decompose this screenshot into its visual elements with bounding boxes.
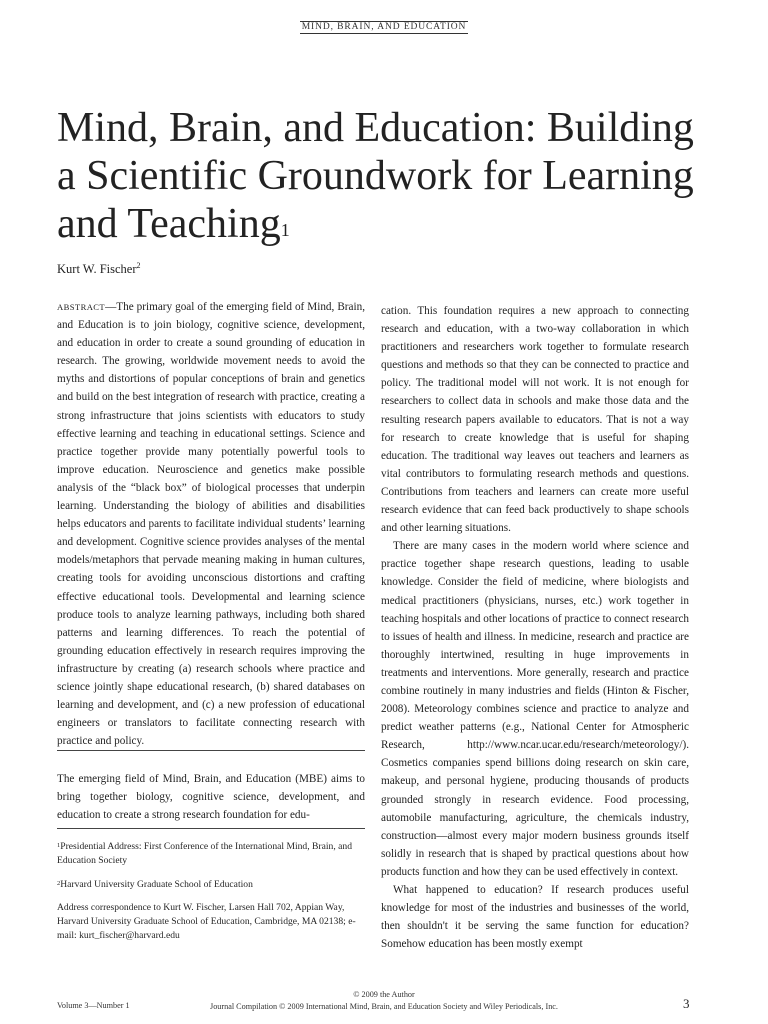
- footnote-1: [57, 840, 365, 869]
- footer-journal: Journal Compilation © 2009 International Mind, Brain, and Education Society and Wiley Periodicals, Inc.: [210, 1001, 558, 1011]
- abstract-paragraph: [57, 298, 365, 750]
- body-paragraph-1: cation. This foundation requires a new approach to connecting research and education, with a two-way collaboration in which practitioners and researchers work together to formulate research questions and methods so that they can be connected to practice and policy. The traditional model will not work. It is not enough for researchers to collect data in schools and make those data and the resulting research papers available to educators. That is not a way for research to create knowledge that is useful for shaping education. The traditional way leaves out teachers and learners as vital contributors to formulating research methods and questions. Contributions from teachers and learners can create more useful research evidence that can feed back productively to shape schools and other learning situations.: [381, 305, 689, 535]
- running-head-text: MIND, BRAIN, AND EDUCATION: [301, 22, 467, 32]
- intro-paragraph: The emerging field of Mind, Brain, and Education (MBE) aims to bring together biology, cognitive science, development, and education to create a strong research foundation for edu-: [57, 773, 365, 822]
- intro-block: [57, 770, 365, 824]
- abstract-label: ABSTRACT: [57, 302, 106, 312]
- footnote-2-mark: 2: [57, 879, 61, 887]
- title-footnote-mark: 1: [280, 220, 290, 240]
- article-title-text: Mind, Brain, and Education: Building a Scientific Groundwork for Learning and Teaching: [57, 105, 694, 247]
- author-footnote-mark: 2: [136, 261, 141, 270]
- footer-copyright: © 2009 the Author: [353, 990, 415, 999]
- page-number: 3: [683, 996, 690, 1011]
- body-paragraph-3: What happened to education? If research produces useful knowledge for most of the industries and businesses of the world, then shouldn't it be serving the same function for education? Somehow education has been mostly exempt: [381, 884, 689, 951]
- body-paragraph-2: There are many cases in the modern world where science and practice together shape research questions, leading to usable knowledge. Consider the field of medicine, where biologists and medical practitioners (physicians, nurses, etc.) work together in teaching hospitals and other locations of practice to connect research to issues of health and illness. In medicine, research and practice are thoroughly intertwined, resulting in huge improvements in treatments and interventions. More generally, research and practice combine routinely in many industries and fields (Hinton & Fischer, 2008). Meteorology combines science and practice to analyze and predict weather patterns (e.g., National Center for Atmospheric Research, http://www.ncar.ucar.edu/research/meteorology/). Cosmetics companies spend billions doing research on skin care, makeup, and personal hygiene, producing thousands of products grounded strongly in research evidence. Food processing, automobile manufacturing, agriculture, the chemicals industry, construction—almost every major modern business grounds itself solidly in research that is shaped by practical questions about how products function and how they can be used effectively in context.: [381, 540, 689, 878]
- abstract-text: —The primary goal of the emerging field of Mind, Brain, and Education is to join biology, cognitive science, development, and education in order to create a sound grounding of education in research. The growing, worldwide movement needs to avoid the myths and distortions of popular conceptions of brain and genetics and build on the best integration of research with practice, creating a strong infrastructure that joins scientists with educators to study effective learning and teaching in educational settings. Science and practice together provide many potentially powerful tools to improve education. Neuroscience and genetics make possible analysis of the “black box” of biological processes that underpin learning. Understanding the biology of abilities and disabilities helps educators and parents to facilitate individual students’ learning and development. Cognitive science provides analyses of the mental models/metaphors that pervade meaning making in human cultures, creating tools for avoiding unconscious distortions and crafting effective educational tools. Developmental and learning science produce tools to analyze learning pathways, including both shared patterns and learning differences. To reach the potential of grounding education effectively in research requires improving the infrastructure by creating (a) research schools where practice and science jointly shape educational research, (b) shared databases on learning and development, and (c) a new profession of educational engineers or translators to facilitate connecting research with practice and policy.: [57, 301, 365, 748]
- footnote-1-mark: 1: [57, 842, 61, 849]
- footnote-1-text: Presidential Address: First Conference of the International Mind, Brain, and Education Society: [57, 841, 352, 867]
- body-right-column: [381, 302, 689, 953]
- abstract-block: [57, 298, 365, 750]
- footer-volume: Volume 3—Number 1: [57, 1001, 130, 1010]
- author-name: Kurt W. Fischer: [57, 262, 137, 276]
- running-head: [0, 22, 768, 32]
- footnote-2-text: Harvard University Graduate School of Education: [60, 878, 253, 890]
- abstract-divider: [57, 750, 365, 751]
- footnotes: [57, 840, 365, 953]
- footnote-2: [57, 878, 365, 892]
- correspondence-note: Address correspondence to Kurt W. Fischer, Larsen Hall 702, Appian Way, Harvard University Graduate School of Education, Cambridge, MA 02138; e-mail: kurt_fischer@harvard.edu: [57, 901, 356, 942]
- author-line: [57, 262, 141, 277]
- footnote-divider: [57, 828, 365, 829]
- article-title: [57, 104, 717, 248]
